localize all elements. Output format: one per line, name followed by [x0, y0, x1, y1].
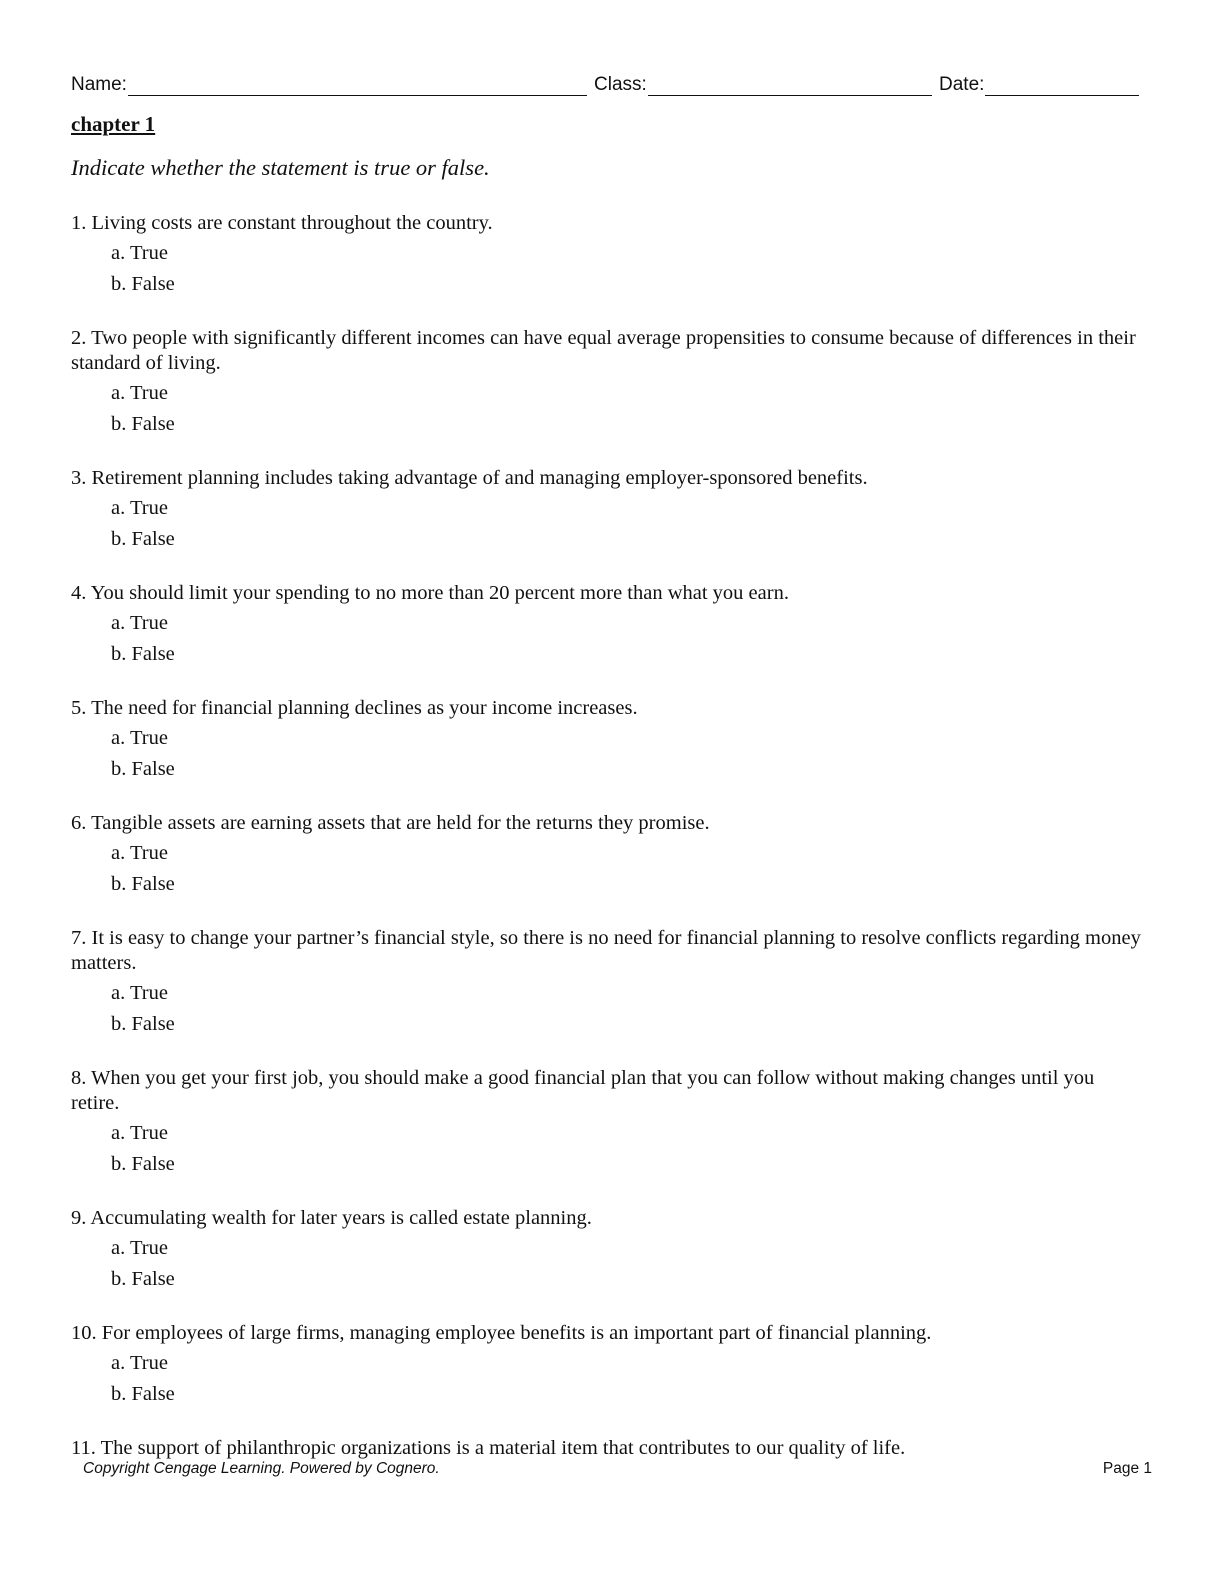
question-5 [71, 696, 1146, 785]
option-true[interactable]: a. True [111, 242, 168, 264]
option-false[interactable]: b. False [111, 528, 175, 550]
date-field [939, 68, 1139, 96]
option-false[interactable]: b. False [111, 643, 175, 665]
question-10 [71, 1321, 1146, 1410]
option-false[interactable]: b. False [111, 873, 175, 895]
class-label: Class: [594, 74, 647, 95]
option-false[interactable]: b. False [111, 413, 175, 435]
question-7 [71, 926, 1146, 1040]
question-text: 10. For employees of large firms, managing employee benefits is an important part of financial planning. [71, 1322, 932, 1344]
footer-copyright: Copyright Cengage Learning. Powered by Cognero. [83, 1460, 440, 1477]
question-list [71, 211, 1146, 1487]
option-true[interactable]: a. True [111, 982, 168, 1004]
instructions: Indicate whether the statement is true or false. [71, 155, 490, 180]
question-3 [71, 466, 1146, 555]
question-text: 9. Accumulating wealth for later years is called estate planning. [71, 1207, 592, 1229]
option-true[interactable]: a. True [111, 727, 168, 749]
question-text: 3. Retirement planning includes taking advantage of and managing employer-sponsored benefits. [71, 467, 868, 489]
question-8 [71, 1066, 1146, 1180]
header-fields [71, 68, 1142, 98]
option-true[interactable]: a. True [111, 382, 168, 404]
option-false[interactable]: b. False [111, 1153, 175, 1175]
option-true[interactable]: a. True [111, 1237, 168, 1259]
class-blank-line[interactable] [648, 73, 932, 96]
option-false[interactable]: b. False [111, 1013, 175, 1035]
name-blank-line[interactable] [128, 73, 587, 96]
page-number: Page 1 [1102, 1460, 1152, 1477]
class-field [594, 68, 932, 96]
date-blank-line[interactable] [985, 73, 1139, 96]
question-6 [71, 811, 1146, 900]
question-text: 4. You should limit your spending to no more than 20 percent more than what you earn. [71, 582, 789, 604]
question-text: 5. The need for financial planning declines as your income increases. [71, 697, 638, 719]
question-text: 11. The support of philanthropic organizations is a material item that contributes to our quality of life. [71, 1437, 906, 1459]
question-11 [71, 1436, 1146, 1461]
option-false[interactable]: b. False [111, 273, 175, 295]
option-true[interactable]: a. True [111, 497, 168, 519]
option-true[interactable]: a. True [111, 842, 168, 864]
question-text: 8. When you get your first job, you should make a good financial plan that you can follow without making changes until you retire. [71, 1067, 1095, 1114]
question-text: 1. Living costs are constant throughout the country. [71, 212, 493, 234]
option-false[interactable]: b. False [111, 1268, 175, 1290]
option-false[interactable]: b. False [111, 1383, 175, 1405]
date-label: Date: [939, 74, 985, 95]
option-false[interactable]: b. False [111, 758, 175, 780]
option-true[interactable]: a. True [111, 1352, 168, 1374]
question-text: 2. Two people with significantly different incomes can have equal average propensities to consume because of differences in their standard of living. [71, 327, 1136, 374]
question-text: 7. It is easy to change your partner’s financial style, so there is no need for financial planning to resolve conflicts regarding money matters. [71, 927, 1141, 974]
question-9 [71, 1206, 1146, 1295]
question-4 [71, 581, 1146, 670]
name-label: Name: [71, 74, 127, 95]
name-field [71, 68, 587, 96]
chapter-title: chapter 1 [71, 112, 156, 136]
question-text: 6. Tangible assets are earning assets that are held for the returns they promise. [71, 812, 710, 834]
question-2 [71, 326, 1146, 440]
option-true[interactable]: a. True [111, 612, 168, 634]
option-true[interactable]: a. True [111, 1122, 168, 1144]
question-1 [71, 211, 1146, 300]
